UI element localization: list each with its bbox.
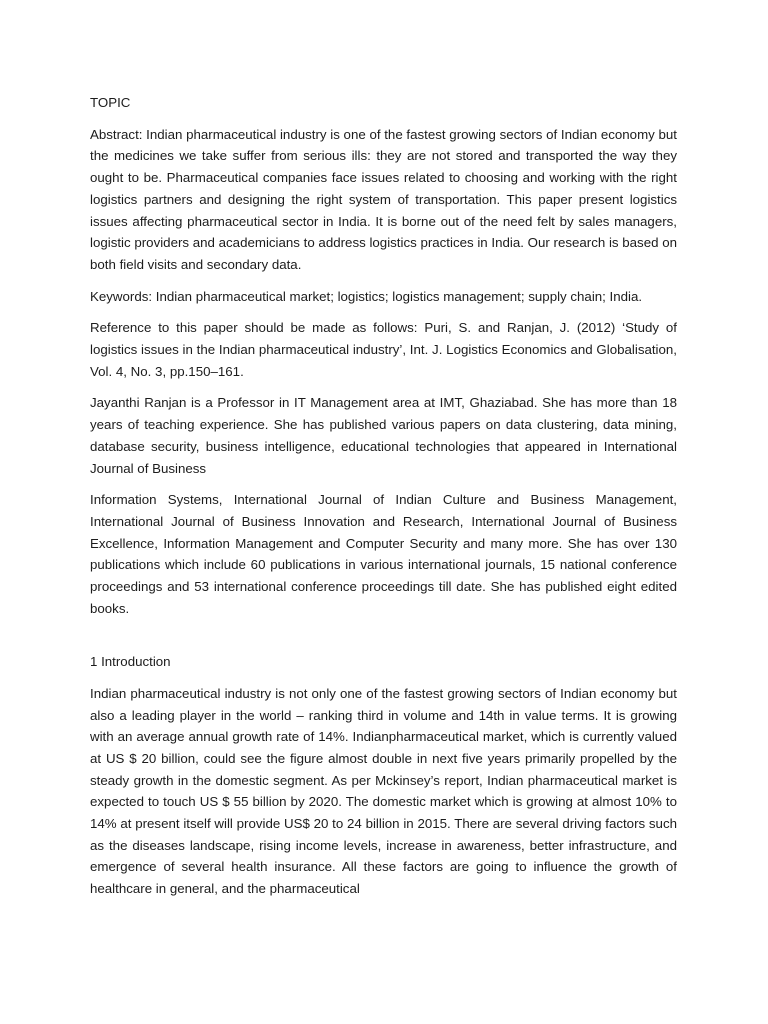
- reference-paragraph: Reference to this paper should be made as follows: Puri, S. and Ranjan, J. (2012) ‘Study of logistics issues in the Indian pharmaceutical industry’, Int. J. Logistics Economics and Globalisation, Vol. 4, No. 3, pp.150–161.: [90, 320, 677, 379]
- author-bio-paragraph: Jayanthi Ranjan is a Professor in IT Management area at IMT, Ghaziabad. She has more than 18 years of teaching experience. She has published various papers on data clustering, data mining, database security, business intelligence, educational technologies that appeared in International Journal of Business: [90, 395, 677, 476]
- topic-label: TOPIC: [90, 95, 131, 110]
- introduction-paragraph: Indian pharmaceutical industry is not only one of the fastest growing sectors of Indian economy but also a leading player in the world – ranking third in volume and 14th in value terms. It is growing with an average annual growth rate of 14%. Indianpharmaceutical market, which is currently valued at US $ 20 billion, could see the figure almost double in next five years primarily propelled by the steady growth in the domestic segment. As per Mckinsey’s report, Indian pharmaceutical market is expected to touch US $ 55 billion by 2020. The domestic market which is growing at almost 10% to 14% at present itself will provide US$ 20 to 24 billion in 2015. There are several driving factors such as the diseases landscape, rising income levels, increase in awareness, better infrastructure, and emergence of several health insurance. All these factors are going to influence the growth of healthcare in general, and the pharmaceutical: [90, 685, 677, 897]
- document-page: [90, 92, 677, 910]
- keywords-paragraph: Keywords: Indian pharmaceutical market; logistics; logistics management; supply chain; India.: [90, 288, 643, 304]
- section-spacer: [90, 629, 677, 651]
- abstract-paragraph: Abstract: Indian pharmaceutical industry is one of the fastest growing sectors of Indian economy but the medicines we take suffer from serious ills: they are not stored and transported the way they ought to be. Pharmaceutical companies face issues related to choosing and working with the right logistics partners and designing the right system of transportation. This paper present logistics issues affecting pharmaceutical sector in India. It is borne out of the need felt by sales managers, logistic providers and academicians to address logistics practices in India. Our research is based on both field visits and secondary data.: [90, 126, 677, 272]
- section-heading-introduction: 1 Introduction: [90, 654, 171, 670]
- author-bio-continued-paragraph: Information Systems, International Journal of Indian Culture and Business Management, International Journal of Business Innovation and Research, International Journal of Business Excellence, Information Management and Computer Security and many more. She has over 130 publications which include 60 publications in various international journals, 15 national conference proceedings and 53 international conference proceedings till date. She has published eight edited books.: [90, 492, 677, 616]
